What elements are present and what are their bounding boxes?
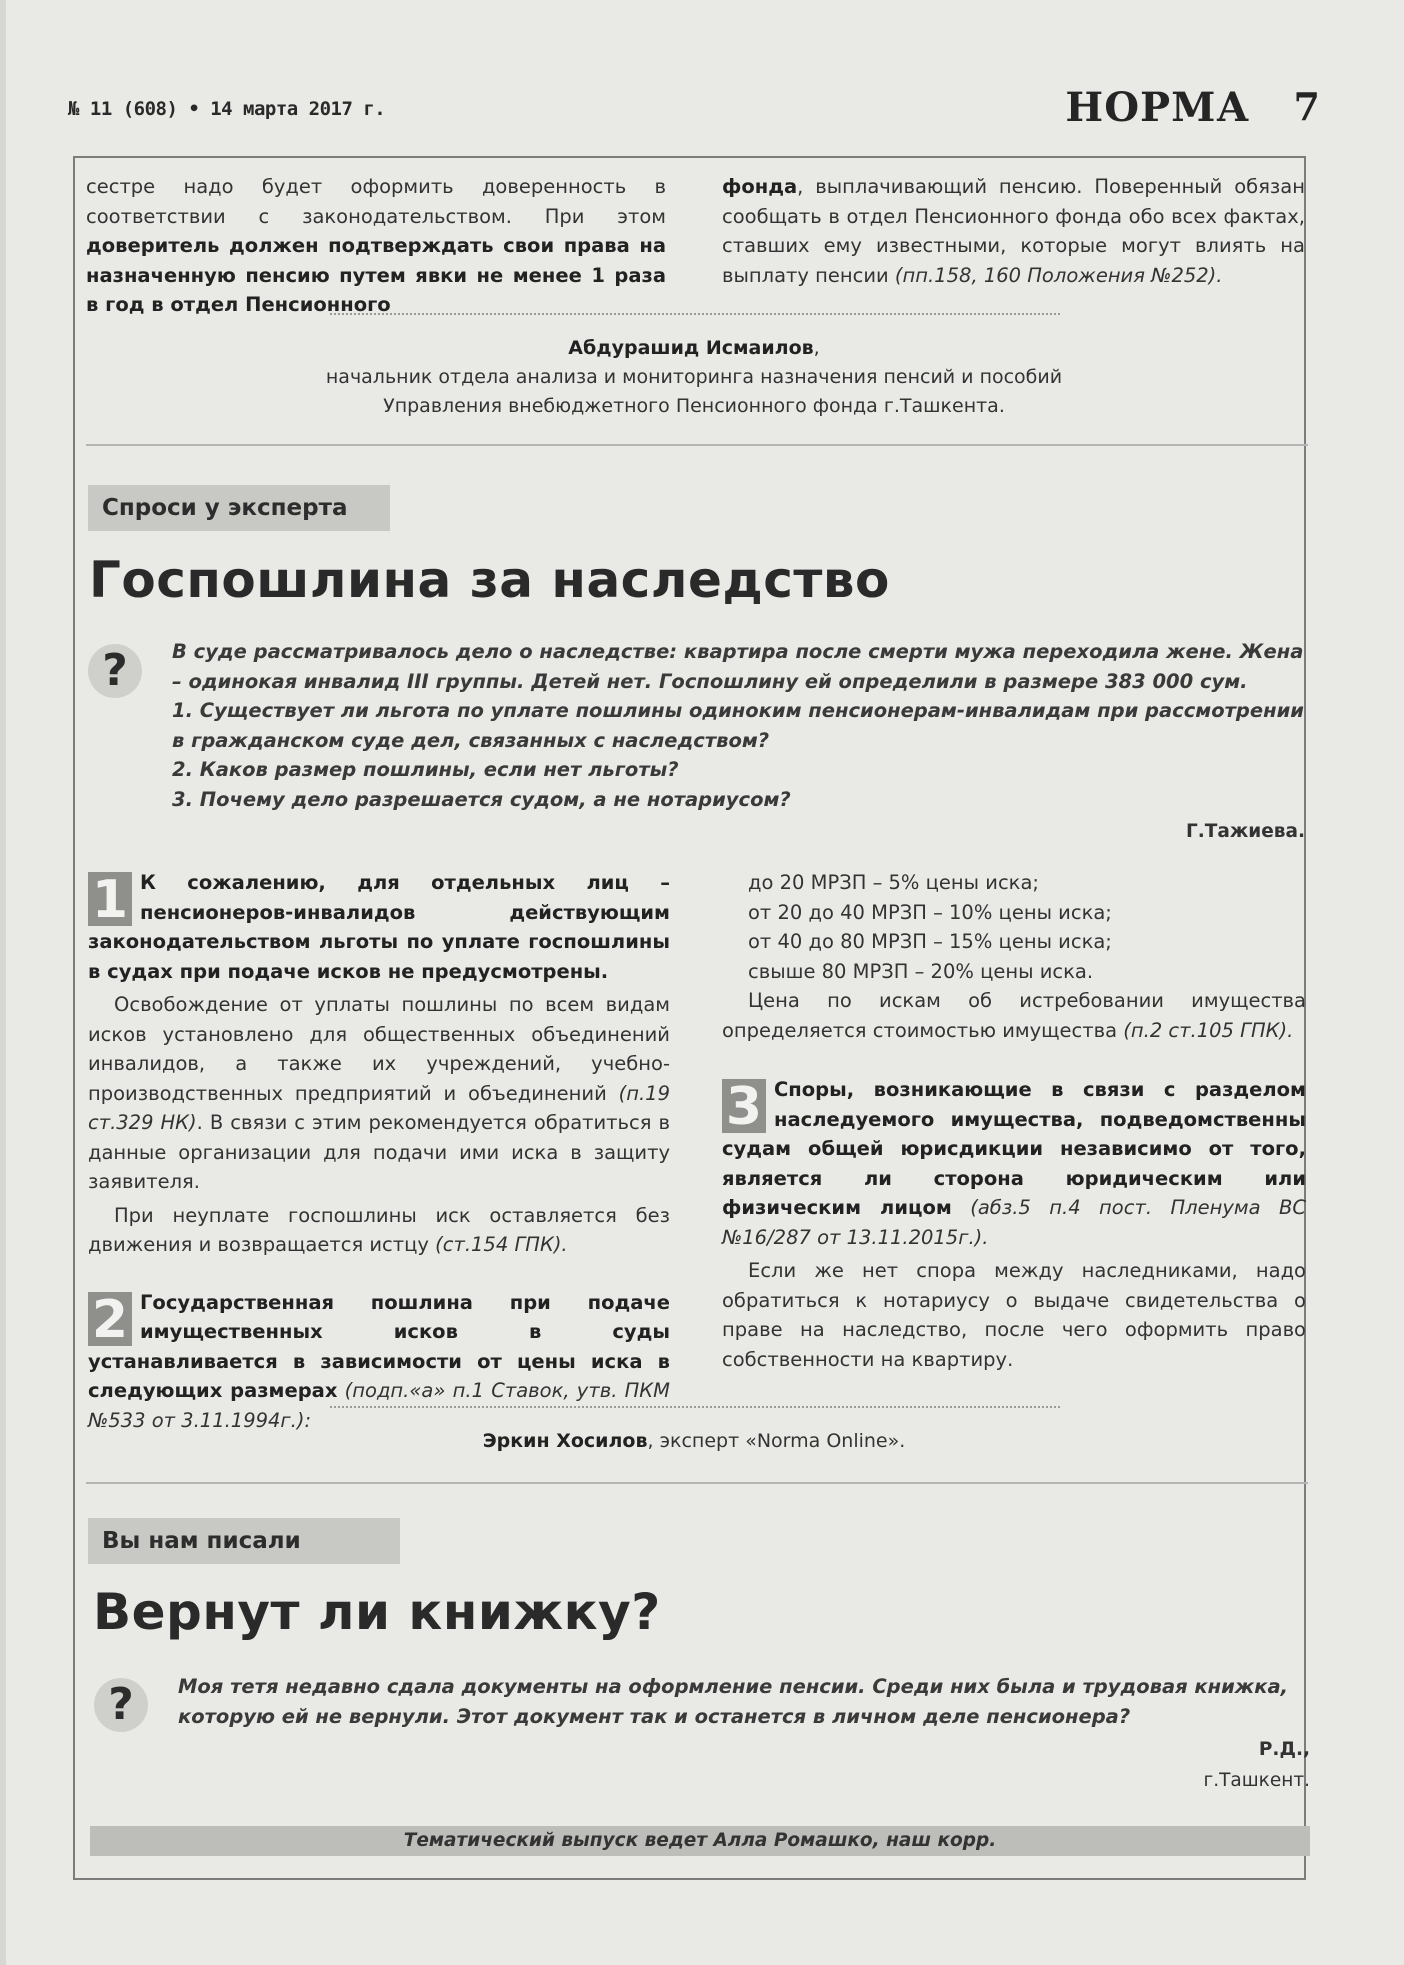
answer-left-column bbox=[88, 868, 670, 1435]
letter-author-initials: Р.Д., bbox=[1258, 1739, 1310, 1760]
intro-right-reference: (пп.158, 160 Положения №252). bbox=[894, 263, 1223, 287]
expert-byline bbox=[89, 1427, 1299, 1456]
answer-3-reference: (абз.5 п.4 пост. Пленума ВС №16/287 от 13.11.2015г.). bbox=[722, 1196, 1306, 1249]
reader-question bbox=[172, 637, 1312, 814]
intro-right-column bbox=[722, 172, 1305, 290]
section-tag-letters: Вы нам писали bbox=[88, 1518, 400, 1564]
article-title: Госпошлина за наследство bbox=[89, 551, 890, 609]
article-title: Вернут ли книжку? bbox=[93, 1583, 661, 1641]
newspaper-brand: НОРМА bbox=[1065, 84, 1250, 131]
author-position-line2: Управления внебюджетного Пенсионного фонда г.Ташкента. bbox=[383, 395, 1005, 417]
issue-info: № 11 (608) • 14 марта 2017 г. bbox=[68, 98, 386, 120]
page-edge bbox=[0, 0, 6, 1965]
answer-right-column bbox=[722, 868, 1306, 1374]
author-name: Абдурашид Исмаилов bbox=[568, 337, 814, 359]
rate-line: до 20 МРЗП – 5% цены иска; bbox=[748, 871, 1039, 894]
section-tag-ask-expert: Спроси у эксперта bbox=[88, 485, 390, 531]
answer-number-badge: 1 bbox=[88, 872, 132, 926]
rate-line: свыше 80 МРЗП – 20% цены иска. bbox=[748, 959, 1094, 983]
dotted-divider bbox=[330, 313, 1060, 315]
answer-3-lead bbox=[722, 1075, 1306, 1252]
question-line: 1. Существует ли льгота по уплате пошлины одиноким пенсионерам-инвалидам при рассмотрении в гражданском суде дел, связанных с наследством? bbox=[172, 699, 1304, 752]
answer-1-paragraph: Освобождение от уплаты пошлины по всем видам исков установлено для общественных объединений инвалидов, а также их учреждений, учебно-производственных предприятий и объединений (п.19 ст.329 НК). В связи с этим рекомендуется обратиться в данные организации для подачи ими иска в защиту заявителя. bbox=[88, 993, 670, 1193]
author-position-line1: начальник отдела анализа и мониторинга назначения пенсий и пособий bbox=[325, 366, 1063, 388]
answer-3-paragraph: Если же нет спора между наследниками, надо обратиться к нотариусу о выдаче свидетельства о праве на наследство, после чего оформить право собственности на квартиру. bbox=[722, 1259, 1306, 1371]
answer-1-lead-text: К сожалению, для отдельных лиц – пенсионеров-инвалидов действующим законодательством льготы по уплате госпошлины в судах при подаче исков не предусмотрены. bbox=[88, 871, 670, 983]
section-divider bbox=[86, 1482, 1308, 1484]
intro-right-bold: фонда bbox=[722, 175, 798, 198]
answer-2-lead bbox=[88, 1288, 670, 1436]
answer-2-reference: (подп.«а» п.1 Ставок, утв. ПКМ №533 от 3.11.1994г.): bbox=[88, 1379, 670, 1432]
intro-left-column bbox=[86, 172, 666, 320]
answer-2-paragraph: Цена по искам об истребовании имущества определяется стоимостью имущества (п.2 ст.105 ГПК). bbox=[722, 989, 1306, 1042]
rate-line: от 20 до 40 МРЗП – 10% цены иска; bbox=[748, 900, 1112, 924]
author-byline bbox=[89, 334, 1299, 421]
question-icon: ? bbox=[88, 644, 142, 698]
reader-question: Моя тетя недавно сдала документы на оформление пенсии. Среди них была и трудовая книжка, которую ей не вернули. Этот документ так и останется в личном деле пенсионера? bbox=[178, 1675, 1289, 1728]
rate-line: от 40 до 80 МРЗП – 15% цены иска; bbox=[748, 930, 1112, 953]
editor-note: Тематический выпуск ведет Алла Ромашко, наш корр. bbox=[90, 1826, 1310, 1856]
answer-3-lead-text: Споры, возникающие в связи с разделом наследуемого имущества, подведомственны судам общей юрисдикции независимо от того, является ли сторона юридическим или физическим лицом bbox=[722, 1078, 1306, 1219]
dotted-divider bbox=[330, 1406, 1060, 1408]
author-name-suffix: , bbox=[813, 337, 820, 359]
question-line: 3. Почему дело разрешается судом, а не нотариусом? bbox=[172, 787, 791, 811]
expert-role: , эксперт «Norma Online». bbox=[647, 1430, 906, 1452]
question-icon: ? bbox=[94, 1678, 148, 1732]
answer-1-paragraph-2: При неуплате госпошлины иск оставляется без движения и возвращается истцу (ст.154 ГПК). bbox=[88, 1203, 670, 1256]
answer-number-badge: 2 bbox=[88, 1292, 132, 1346]
intro-right-text: , выплачивающий пенсию. Поверенный обязан сообщать в отдел Пенсионного фонда обо всех фактах, ставших ему известными, которые могут влиять на выплату пенсии bbox=[722, 175, 1305, 287]
intro-left-text: сестре надо будет оформить доверенность в соответствии с законодательством. При этом bbox=[86, 175, 666, 228]
answer-2-lead-text: Государственная пошлина при подаче имущественных исков в суды устанавливается в зависимости от цены иска в следующих размерах bbox=[88, 1290, 670, 1402]
question-line: В суде рассматривалось дело о наследстве: квартира после смерти мужа переходила жене. Жена – одинокая инвалид III группы. Детей нет. Госпошлину ей определили в размере 383 000 сум. bbox=[172, 640, 1304, 693]
masthead bbox=[68, 84, 1320, 134]
answer-1-lead bbox=[88, 868, 670, 986]
page-number: 7 bbox=[1293, 84, 1320, 129]
section-divider bbox=[86, 444, 1308, 446]
question-author: Г.Тажиева. bbox=[1185, 821, 1305, 842]
letter-author-city: г.Ташкент. bbox=[1203, 1770, 1310, 1791]
question-line: 2. Каков размер пошлины, если нет льготы? bbox=[172, 758, 679, 781]
intro-left-bold: доверитель должен подтверждать свои права на назначенную пенсию путем явки не менее 1 раза в год в отдел Пенсионного bbox=[86, 234, 666, 316]
expert-name: Эркин Хосилов bbox=[482, 1430, 648, 1452]
answer-number-badge: 3 bbox=[722, 1079, 766, 1133]
letter-author bbox=[1010, 1734, 1310, 1796]
